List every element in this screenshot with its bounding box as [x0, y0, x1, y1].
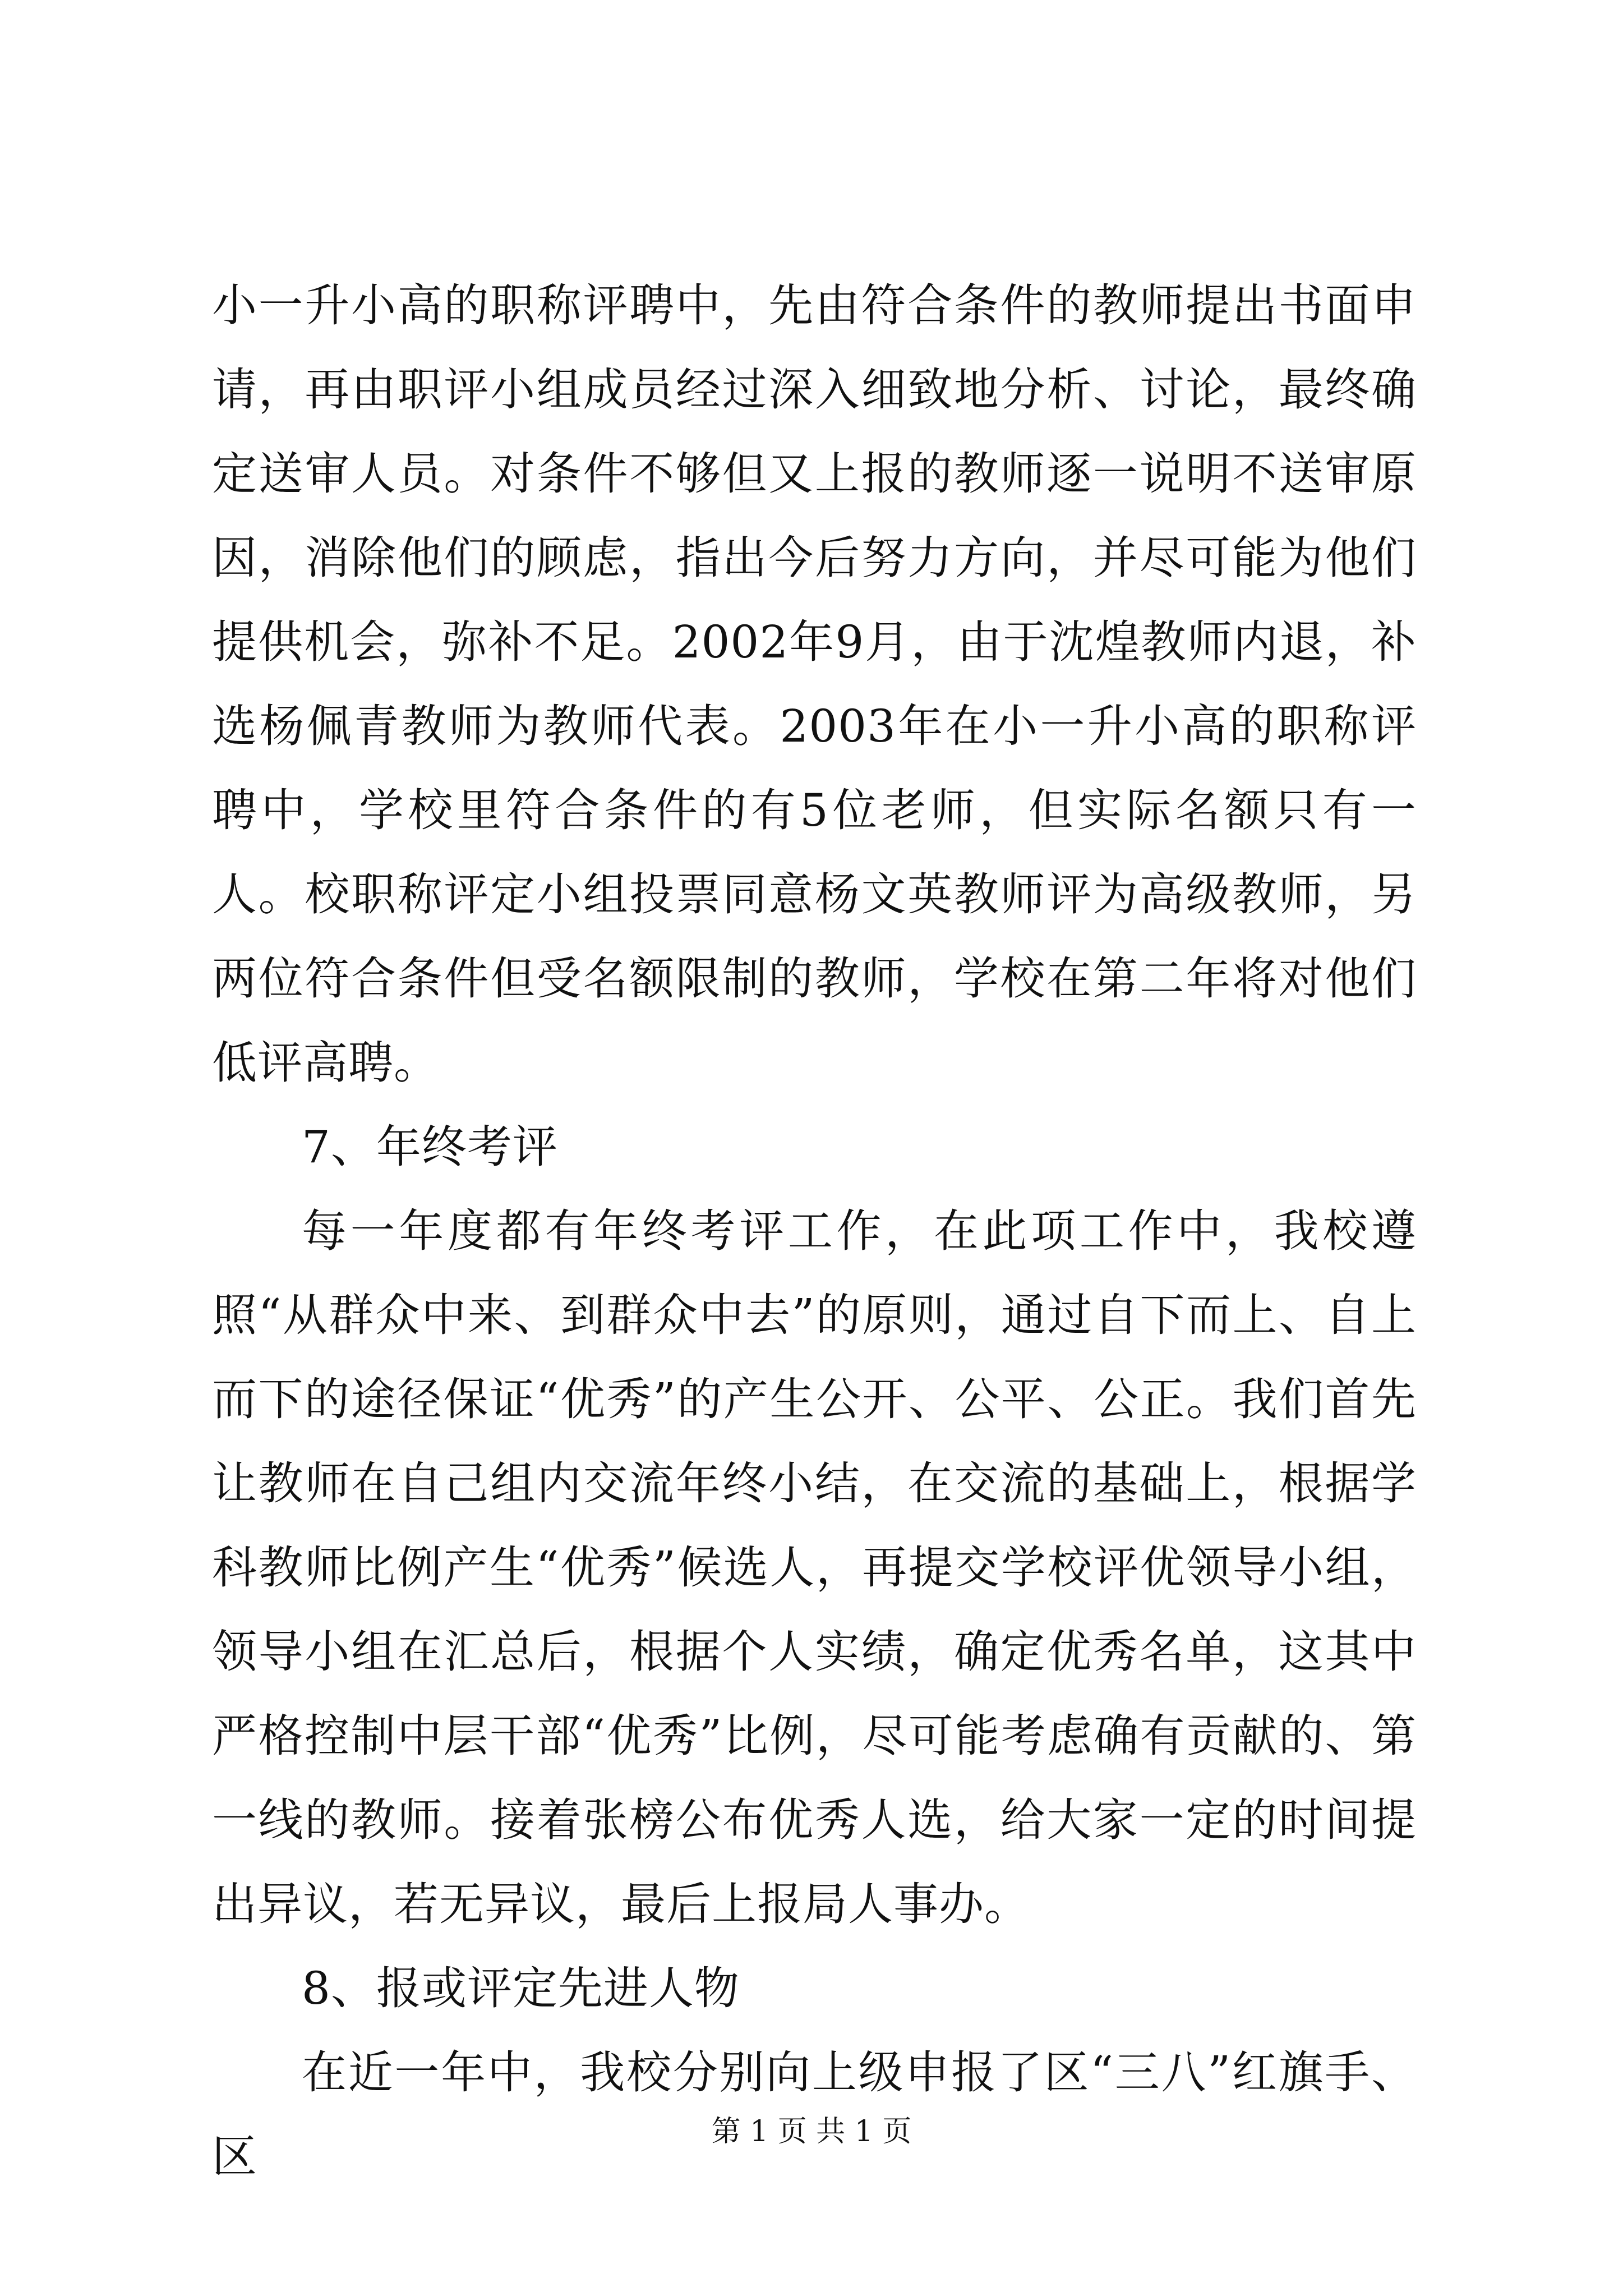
document-body [212, 264, 1417, 2199]
section-heading-8: 8、报或评定先进人物 [302, 1962, 740, 2014]
page-footer: 第 1 页 共 1 页 [711, 2115, 912, 2148]
paragraph-year-end-review: 每一年度都有年终考评工作，在此项工作中，我校遵照“从群众中来、到群众中去”的原则，通过自下而上、自上而下的途径保证“优秀”的产生公开、公平、公正。我们首先让教师在自己组内交流年终小结，在交流的基础上，根据学科教师比例产生“优秀”候选人，再提交学校评优领导小组，领导小组在汇总后，根据个人实绩，确定优秀名单，这其中严格控制中层干部“优秀”比例，尽可能考虑确有贡献的、第一线的教师。接着张榜公布优秀人选，给大家一定的时间提出异议，若无异议，最后上报局人事办。 [212, 1205, 1417, 1930]
paragraph-continuation: 小一升小高的职称评聘中，先由符合条件的教师提出书面申请，再由职评小组成员经过深入细致地分析、讨论，最终确定送审人员。对条件不够但又上报的教师逐一说明不送审原因，消除他们的顾虑，指出今后努力方向，并尽可能为他们提供机会，弥补不足。2002年9月，由于沈煌教师内退，补选杨佩青教师为教师代表。2003年在小一升小高的职称评聘中，学校里符合条件的有5位老师，但实际名额只有一人。校职称评定小组投票同意杨文英教师评为高级教师，另两位符合条件但受名额限制的教师，学校在第二年将对他们低评高聘。 [212, 279, 1417, 1089]
section-heading-7: 7、年终考评 [302, 1121, 558, 1173]
paragraph-advanced-persons: 在近一年中，我校分别向上级申报了区“三八”红旗手、区 [212, 2046, 1417, 2183]
